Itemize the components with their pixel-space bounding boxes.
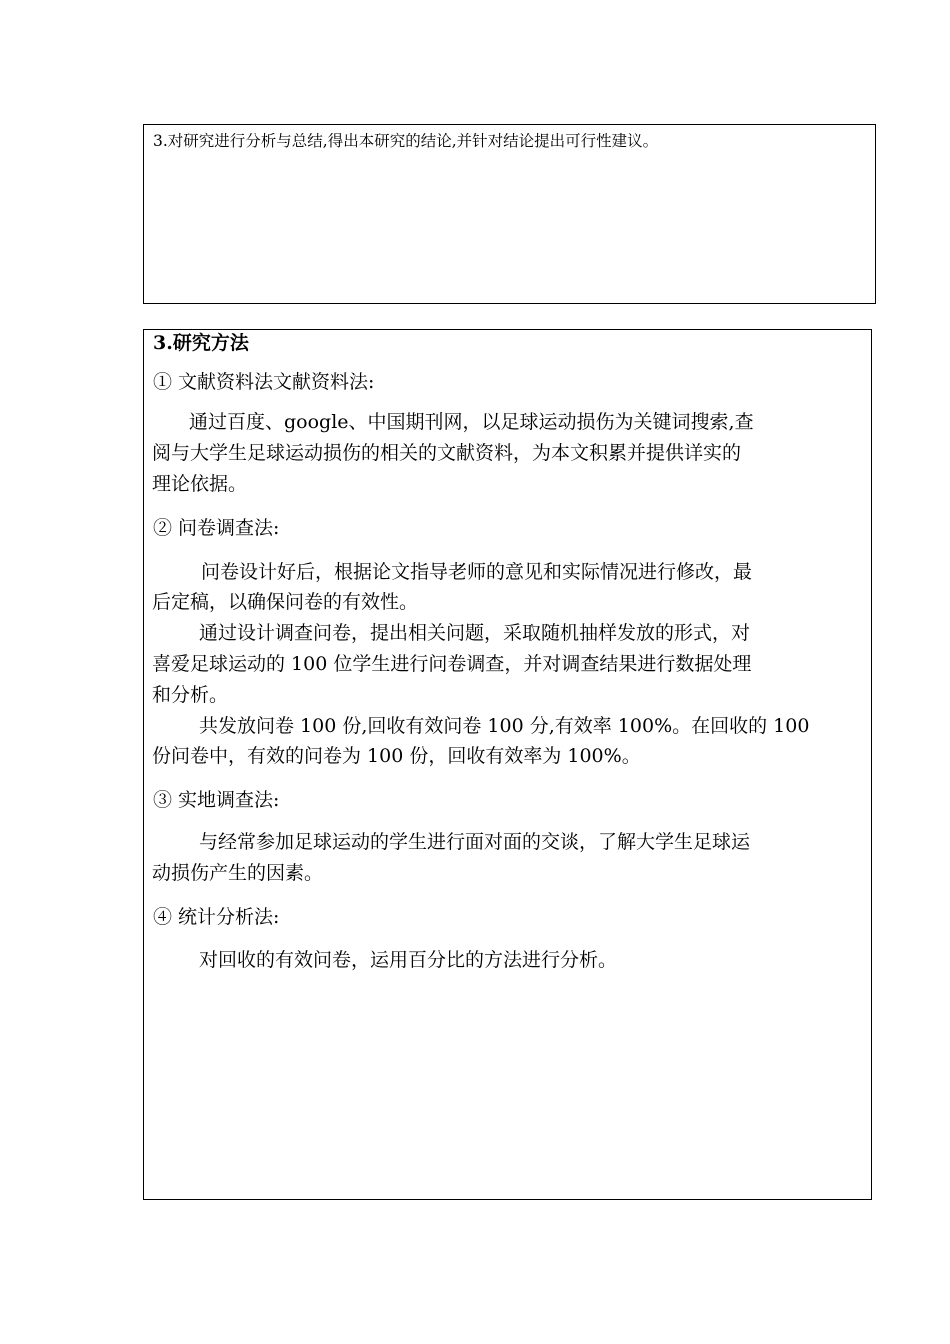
conclusion-text: 3.对研究进行分析与总结,得出本研究的结论,并针对结论提出可行性建议。: [153, 132, 659, 150]
method-2-line: 和分析。: [152, 684, 229, 706]
research-methods-box: [143, 329, 872, 1200]
conclusion-box: [143, 124, 876, 304]
section-title: 3.研究方法: [153, 332, 249, 354]
method-3-heading: ③ 实地调查法:: [153, 789, 280, 811]
method-2-line: 喜爱足球运动的 100 位学生进行问卷调查，并对调查结果进行数据处理: [152, 653, 752, 675]
method-2-line: 后定稿，以确保问卷的有效性。: [152, 591, 419, 613]
method-1-heading: ① 文献资料法文献资料法:: [153, 371, 375, 393]
method-2-heading: ② 问卷调查法:: [153, 517, 280, 539]
method-2-line: 共发放问卷 100 份,回收有效问卷 100 分,有效率 100%。在回收的 100: [199, 715, 810, 737]
method-4-heading: ④ 统计分析法:: [153, 906, 280, 928]
method-2-line: 通过设计调查问卷，提出相关问题，采取随机抽样发放的形式，对: [199, 622, 751, 644]
method-3-line: 与经常参加足球运动的学生进行面对面的交谈，了解大学生足球运: [199, 831, 751, 853]
method-2-line: 份问卷中，有效的问卷为 100 份，回收有效率为 100%。: [152, 745, 641, 767]
method-2-line: 问卷设计好后，根据论文指导老师的意见和实际情况进行修改，最: [201, 561, 753, 583]
method-1-line: 理论依据。: [152, 473, 248, 495]
method-4-line: 对回收的有效问卷，运用百分比的方法进行分析。: [199, 949, 618, 971]
method-3-line: 动损伤产生的因素。: [152, 862, 324, 884]
method-1-line: 阅与大学生足球运动损伤的相关的文献资料，为本文积累并提供详实的: [152, 442, 742, 464]
method-1-line: 通过百度、google、中国期刊网，以足球运动损伤为关键词搜索,查: [189, 411, 754, 433]
